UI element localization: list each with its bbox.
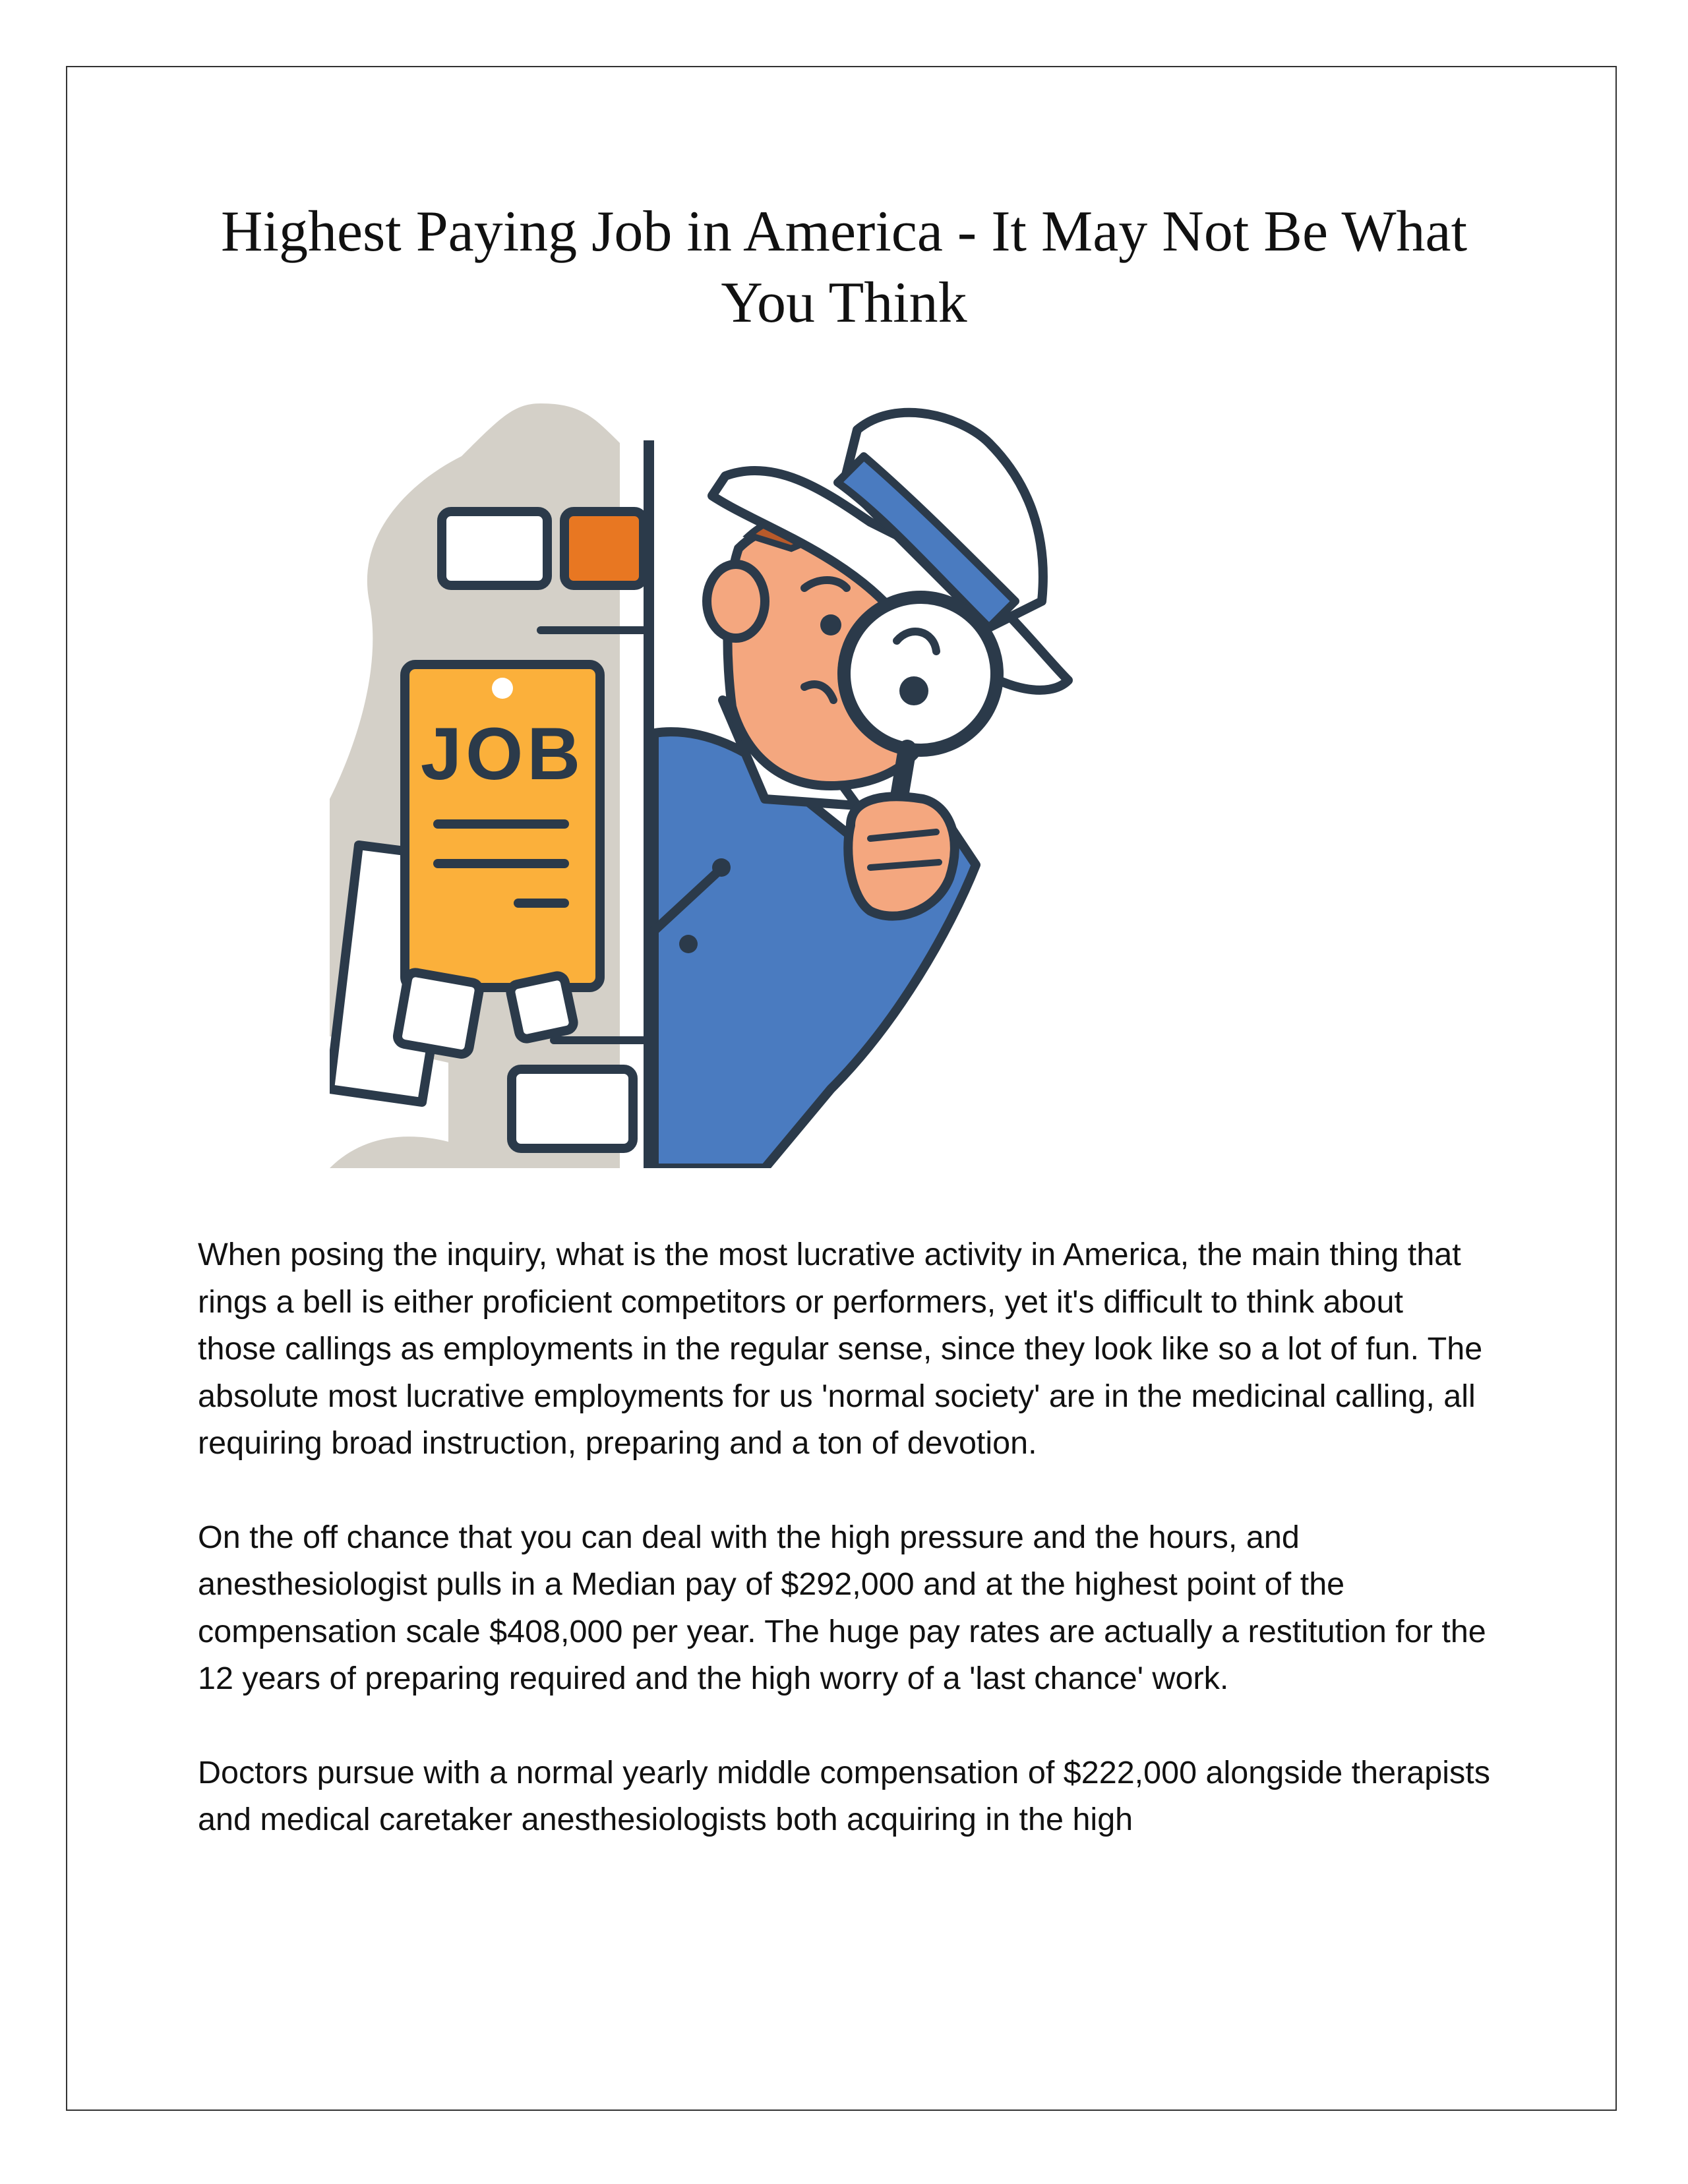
page-title: Highest Paying Job in America - It May Not Be What You Think bbox=[220, 200, 1468, 335]
orange-block bbox=[564, 512, 644, 585]
article-body bbox=[198, 1231, 1490, 1891]
paragraph-1: When posing the inquiry, what is the most lucrative activity in America, the main thing that rings a bell is either proficient competitors or performers, yet it's difficult to think about those callings as employments in the regular sense, since they look like so a lot of fun. The absolute most lucrative employments for us 'normal society' are in the medicinal calling, all requiring broad instruction, preparing and a ton of devotion. bbox=[198, 1237, 1483, 1461]
paragraph-3: Doctors pursue with a normal yearly middle compensation of $222,000 alongside therapists and medical caretaker anesthesiologists both acquiring in the high bbox=[198, 1754, 1490, 1837]
job-sign-text: JOB bbox=[420, 713, 585, 795]
white-block-top bbox=[442, 512, 547, 585]
paragraph-2: On the off chance that you can deal with the high pressure and the hours, and anesthesiologist pulls in a Median pay of $292,000 and at the highest point of the compensation scale $408,000 per year. The huge pay rates are actually a restitution for the 12 years of preparing required and the high worry of a 'last chance' work. bbox=[198, 1519, 1486, 1696]
detective-job-illustration bbox=[330, 403, 1306, 1168]
magnifying-glass bbox=[844, 597, 997, 750]
white-block-bottom bbox=[512, 1069, 633, 1148]
